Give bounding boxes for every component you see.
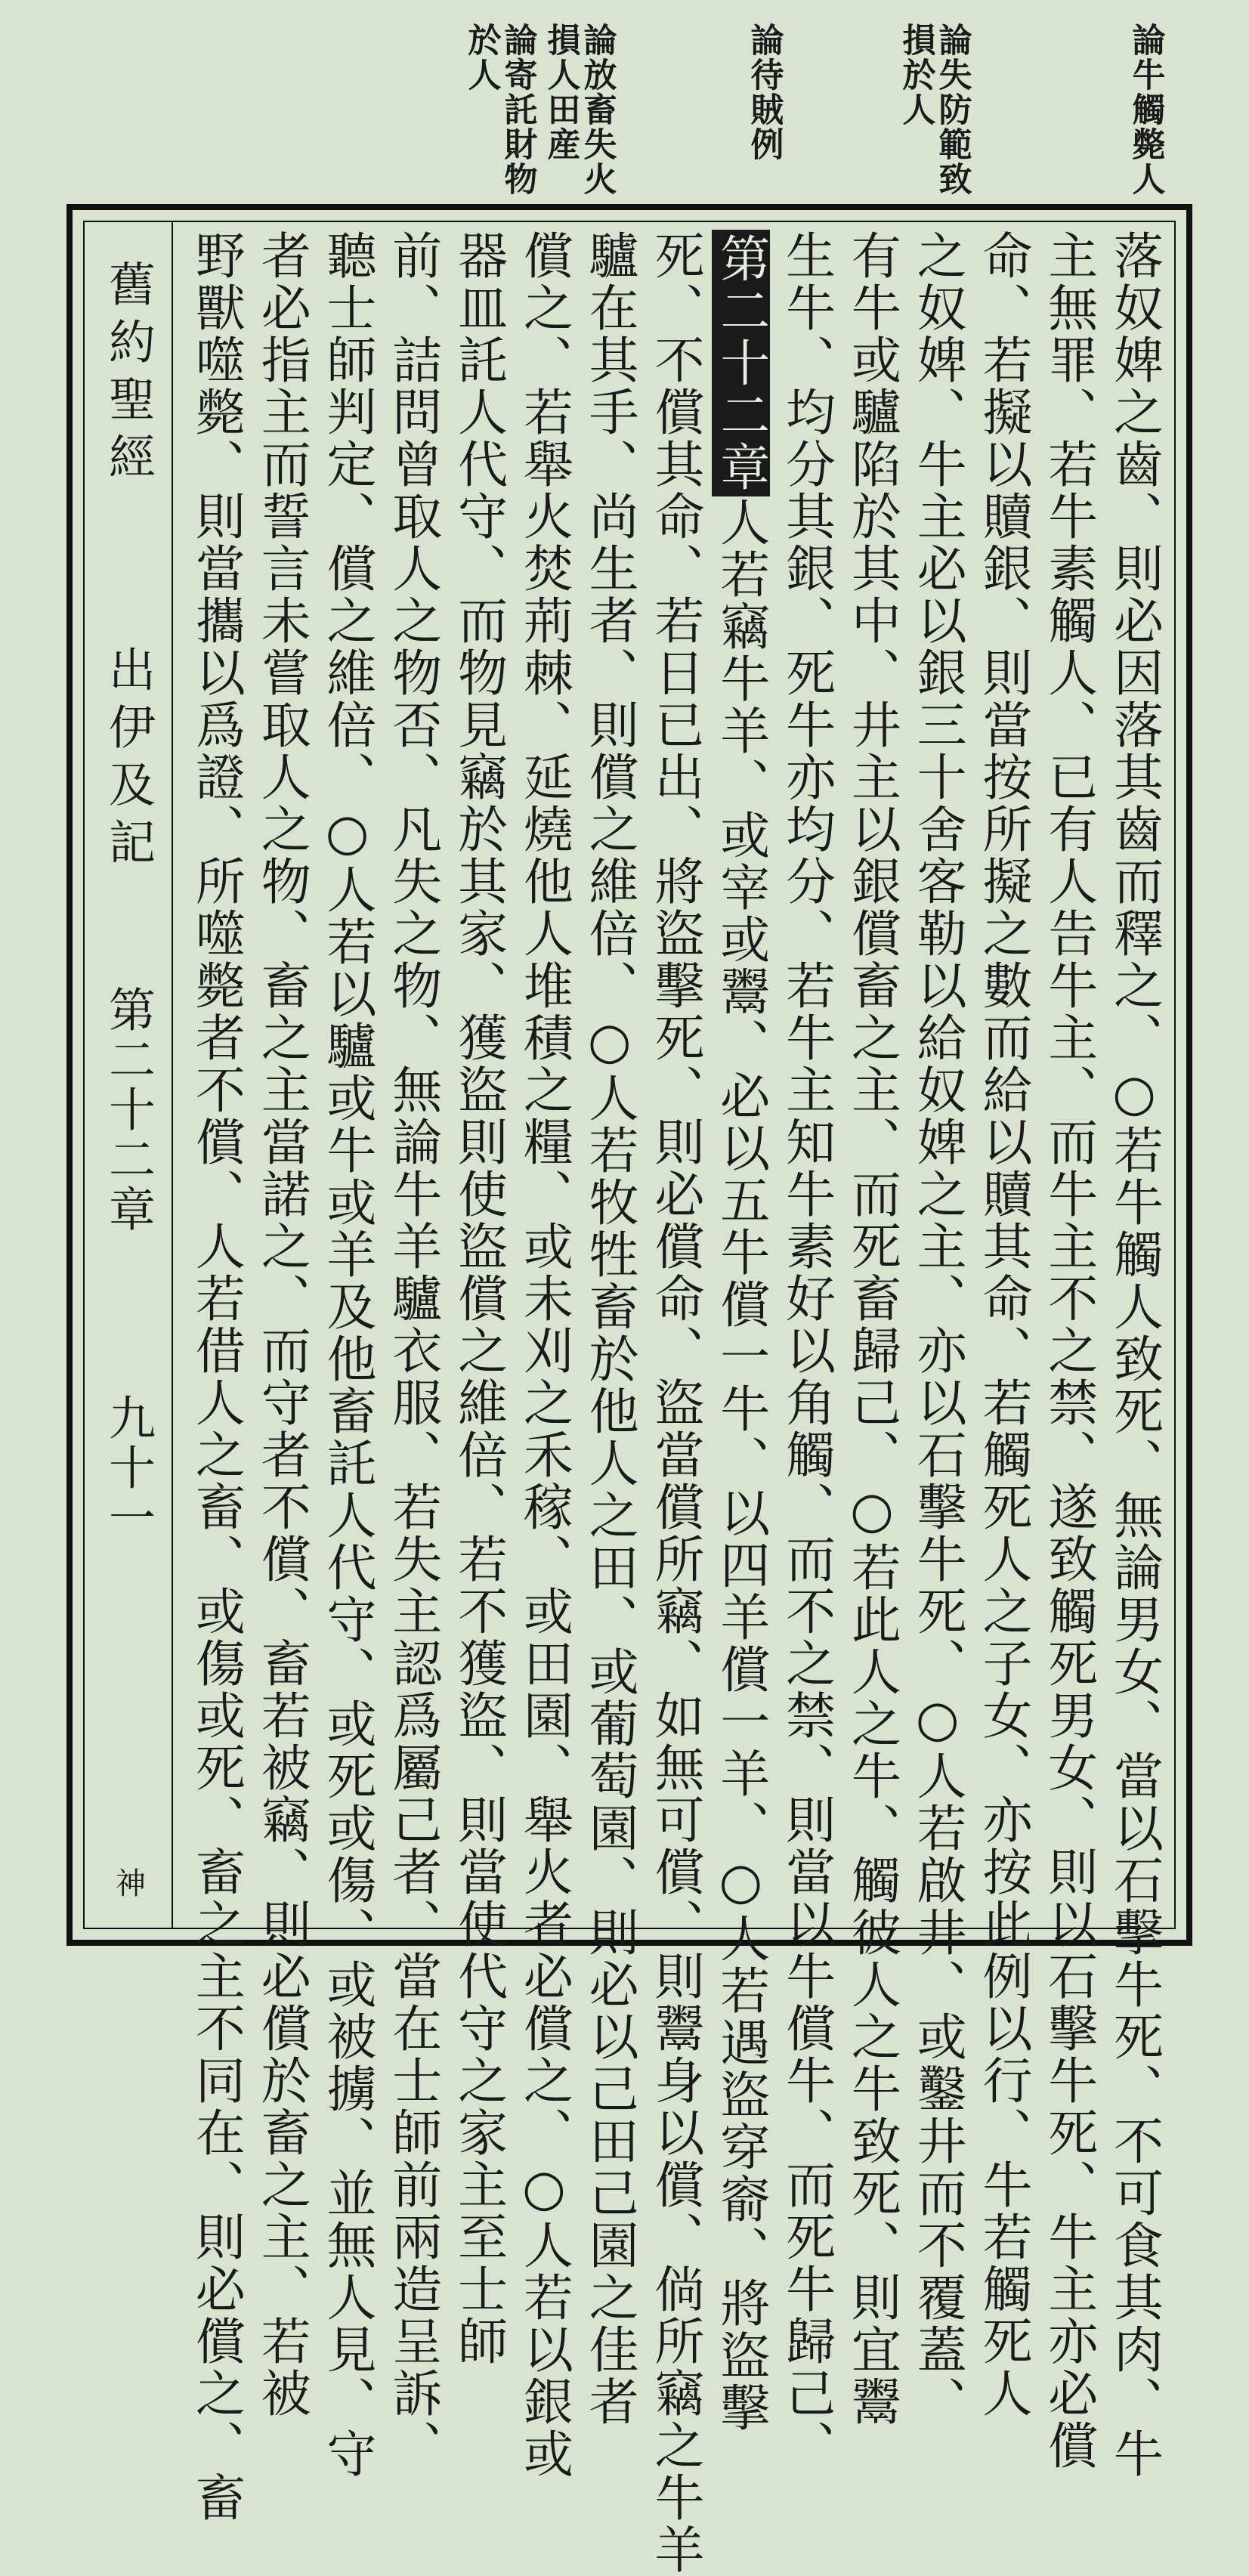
text-column-content: 主無罪、若牛素觸人、已有人告牛主、而牛主不之禁、遂致觸死男女、則以石擊牛死、牛主亦必償: [1039, 230, 1098, 2472]
book-title: 舊約聖經: [100, 260, 156, 490]
headnote: [1113, 23, 1177, 196]
bottom-mark-cell: [85, 1867, 172, 1913]
headnotes: [462, 23, 1177, 196]
text-frame-inner: [83, 221, 1176, 2576]
text-column: [642, 230, 708, 2576]
text-column-content: 償之、若舉火焚荊棘、延燒他人堆積之糧、或未刈之禾稼、或田園、舉火者必償之、○人若以銀或: [515, 230, 573, 2480]
headnote: [462, 23, 537, 196]
text-column-content: 者必指主而誓言未嘗取人之物、畜之主當諾之、而守者不償、畜若被竊、則必償於畜之主、若被: [252, 230, 311, 2420]
headnote-text: 論待賊例: [744, 23, 784, 162]
text-column: [577, 230, 642, 2428]
text-column-content: 落奴婢之齒、則必因落其齒而釋之、○若牛觸人致死、無論男女、當以石擊牛死、不可食其肉、牛: [1105, 230, 1164, 2480]
section-cell: [85, 645, 172, 932]
text-column: [249, 230, 314, 2420]
text-column: [379, 230, 445, 2472]
body-text: [183, 230, 1167, 2576]
text-column-content: 前、詰問曾取人之物否、凡失之物、無論牛羊驢衣服、若失主認爲屬己者、當在士師前兩造呈訴、: [383, 230, 442, 2472]
text-column: [183, 230, 249, 2524]
page-number: 九十一: [100, 1393, 156, 1543]
text-column: [839, 230, 904, 2428]
text-column-content: 死、不償其命、若日已出、將盜擊死、則必償命、盜當償所竊、如無可償、則鬻身以償、倘所竊之牛羊: [645, 230, 704, 2576]
text-column-content: 驢在其手、尚生者、則償之維倍、○人若牧牲畜於他人之田、或葡萄園、則必以己田己園之佳者: [580, 230, 639, 2428]
text-column-content: 野獸噬斃、則當攜以爲證、所噬斃者不償、人若借人之畜、或傷或死、畜之主不同在、則必償之、畜: [187, 230, 246, 2524]
headnote-text: 論放畜失火損人田産: [541, 23, 617, 196]
text-column-content: 生牛、均分其銀、死牛亦均分、若牛主知牛素好以角觸、而不之禁、則當以牛償牛、而死牛歸己、: [777, 230, 836, 2472]
text-column: [707, 230, 773, 2434]
headnote-text: 論牛觸斃人: [1126, 23, 1165, 196]
text-column: [1035, 230, 1101, 2472]
text-column: [970, 230, 1036, 2420]
headnote: [541, 23, 617, 196]
chapter-label: 第二十二章: [100, 985, 156, 1235]
book-section: 出伊及記: [100, 645, 156, 875]
headnote: [731, 23, 796, 196]
page-number-cell: [85, 1393, 172, 1545]
chapter-heading: 第二十二章: [712, 230, 770, 496]
text-column-content: 器皿託人代守、而物見竊於其家、獲盜則使盜償之維倍、若不獲盜、則當使代守之家主至士師: [449, 230, 508, 2367]
text-column-content: 命、若擬以贖銀、則當按所擬之數而給以贖其命、若觸死人之子女、亦按此例以行、牛若觸死人: [973, 230, 1032, 2420]
text-column-content: 人若竊牛羊、或宰或鬻、必以五牛償一牛、以四羊償一羊、○人若遇盜穿窬、將盜擊: [711, 496, 770, 2434]
text-column: [445, 230, 511, 2367]
text-column: [1101, 230, 1167, 2480]
chapter-start-column: [711, 230, 770, 2434]
text-column-content: 聽士師判定、償之維倍、○人若以驢或牛或羊及他畜託人代守、或死或傷、或被擄、並無人見、守: [317, 230, 376, 2480]
text-frame: [66, 204, 1192, 2576]
headnote-text: 論失防範致損於人: [896, 23, 972, 196]
text-column: [904, 230, 970, 2428]
text-column-content: 有牛或驢陷於其中、井主以銀償畜之主、而死畜歸己、○若此人之牛、觸彼人之牛致死、則宜鬻: [842, 230, 901, 2428]
headnote-text: 論寄託財物於人: [462, 23, 537, 196]
chapter-cell: [85, 985, 172, 1265]
text-column: [511, 230, 577, 2480]
text-column: [773, 230, 839, 2472]
headnote: [896, 23, 972, 196]
text-column: [314, 230, 380, 2480]
bottom-mark: 神: [110, 1867, 146, 1897]
text-column-content: 之奴婢、牛主必以銀三十舍客勒以給奴婢之主、亦以石擊牛死、○人若啟井、或鑿井而不覆蓋、: [908, 230, 967, 2428]
running-title-column: [85, 222, 173, 1928]
book-title-cell: [85, 260, 172, 585]
